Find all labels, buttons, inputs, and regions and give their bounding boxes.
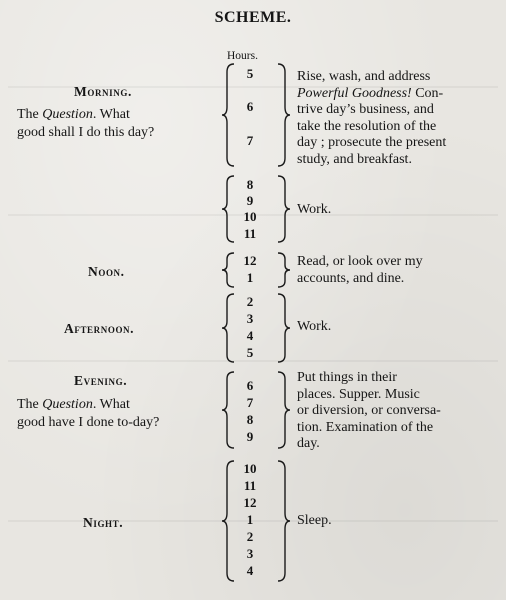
- hour-10-pm: 10: [243, 461, 257, 476]
- question-line2: good have I done to-day?: [17, 415, 160, 430]
- question-suffix: . What: [92, 107, 130, 122]
- night-right-brace: [276, 460, 290, 582]
- noon-left-brace: [222, 252, 236, 288]
- activity-line: day.: [297, 436, 320, 451]
- work1-activity: [297, 202, 331, 219]
- work1-left-brace: [222, 175, 236, 243]
- activity-line: places. Supper. Music: [297, 386, 420, 402]
- hour-7-pm: 7: [246, 395, 254, 410]
- afternoon-right-brace: [276, 293, 290, 363]
- activity-line: Put things in their: [297, 370, 397, 385]
- hour-2-am: 2: [246, 529, 254, 544]
- work1-right-brace: [276, 175, 290, 243]
- hour-8: 8: [246, 177, 254, 192]
- hour-1-am: 1: [246, 512, 254, 527]
- hour-6: 6: [246, 99, 254, 114]
- activity-line: Sleep.: [297, 513, 332, 528]
- evening-right-brace: [276, 371, 290, 449]
- period-night: Night.: [83, 515, 124, 530]
- period-morning: Morning.: [74, 84, 132, 99]
- hour-8-pm: 8: [246, 412, 254, 427]
- hour-4: 4: [246, 328, 254, 343]
- hour-10: 10: [243, 209, 257, 224]
- activity-line: Work.: [297, 319, 332, 334]
- hour-9-pm: 9: [246, 429, 254, 444]
- activity-line: Read, or look over my: [297, 254, 423, 269]
- noon-activity: [297, 254, 423, 287]
- afternoon-left-brace: [222, 293, 236, 363]
- hours-column-header: Hours.: [227, 50, 258, 62]
- hour-11: 11: [243, 226, 257, 241]
- hour-12-am: 12: [243, 495, 257, 510]
- activity-line: day ; prosecute the present: [297, 135, 447, 150]
- question-prefix: The: [17, 397, 43, 412]
- hour-4-am: 4: [246, 563, 254, 578]
- noon-right-brace: [276, 252, 290, 288]
- morning-question: [17, 106, 154, 142]
- hour-3: 3: [246, 311, 254, 326]
- hour-2: 2: [246, 294, 254, 309]
- question-line2: good shall I do this day?: [17, 125, 155, 140]
- morning-right-brace: [276, 63, 290, 167]
- period-noon: Noon.: [88, 264, 125, 279]
- activity-line: tion. Examination of the: [297, 419, 434, 435]
- period-afternoon: Afternoon.: [64, 321, 135, 336]
- hour-6-pm: 6: [246, 378, 254, 393]
- activity-tail: Con-: [411, 85, 444, 101]
- scheme-title: SCHEME.: [214, 9, 292, 26]
- question-prefix: The: [17, 107, 43, 122]
- activity-line: [297, 86, 446, 103]
- hour-5: 5: [246, 66, 254, 81]
- activity-line: study, and breakfast.: [297, 151, 412, 167]
- activity-line: accounts, and dine.: [297, 270, 405, 286]
- question-word: Question: [42, 397, 93, 412]
- activity-line: or diversion, or conversa-: [297, 403, 441, 418]
- evening-left-brace: [222, 371, 236, 449]
- question-word: Question: [42, 107, 93, 122]
- question-suffix: . What: [92, 397, 130, 412]
- hour-12: 12: [243, 253, 257, 268]
- night-left-brace: [222, 460, 236, 582]
- morning-left-brace: [222, 63, 236, 167]
- afternoon-activity: [297, 319, 331, 336]
- activity-emphasis: Powerful Goodness!: [297, 85, 412, 101]
- activity-line: Rise, wash, and address: [297, 69, 431, 84]
- period-evening: Evening.: [74, 373, 128, 388]
- hour-9: 9: [246, 193, 254, 208]
- evening-activity: [297, 370, 441, 453]
- hour-11-pm: 11: [243, 478, 257, 493]
- activity-line: trive day’s business, and: [297, 102, 434, 117]
- hour-1: 1: [246, 270, 254, 285]
- hour-3-am: 3: [246, 546, 254, 561]
- morning-activity: [297, 69, 446, 168]
- evening-question: [17, 396, 159, 432]
- hour-5-pm: 5: [246, 345, 254, 360]
- activity-line: Work.: [297, 202, 332, 217]
- activity-line: take the resolution of the: [297, 118, 437, 134]
- night-activity: [297, 513, 332, 530]
- hour-7: 7: [246, 133, 254, 148]
